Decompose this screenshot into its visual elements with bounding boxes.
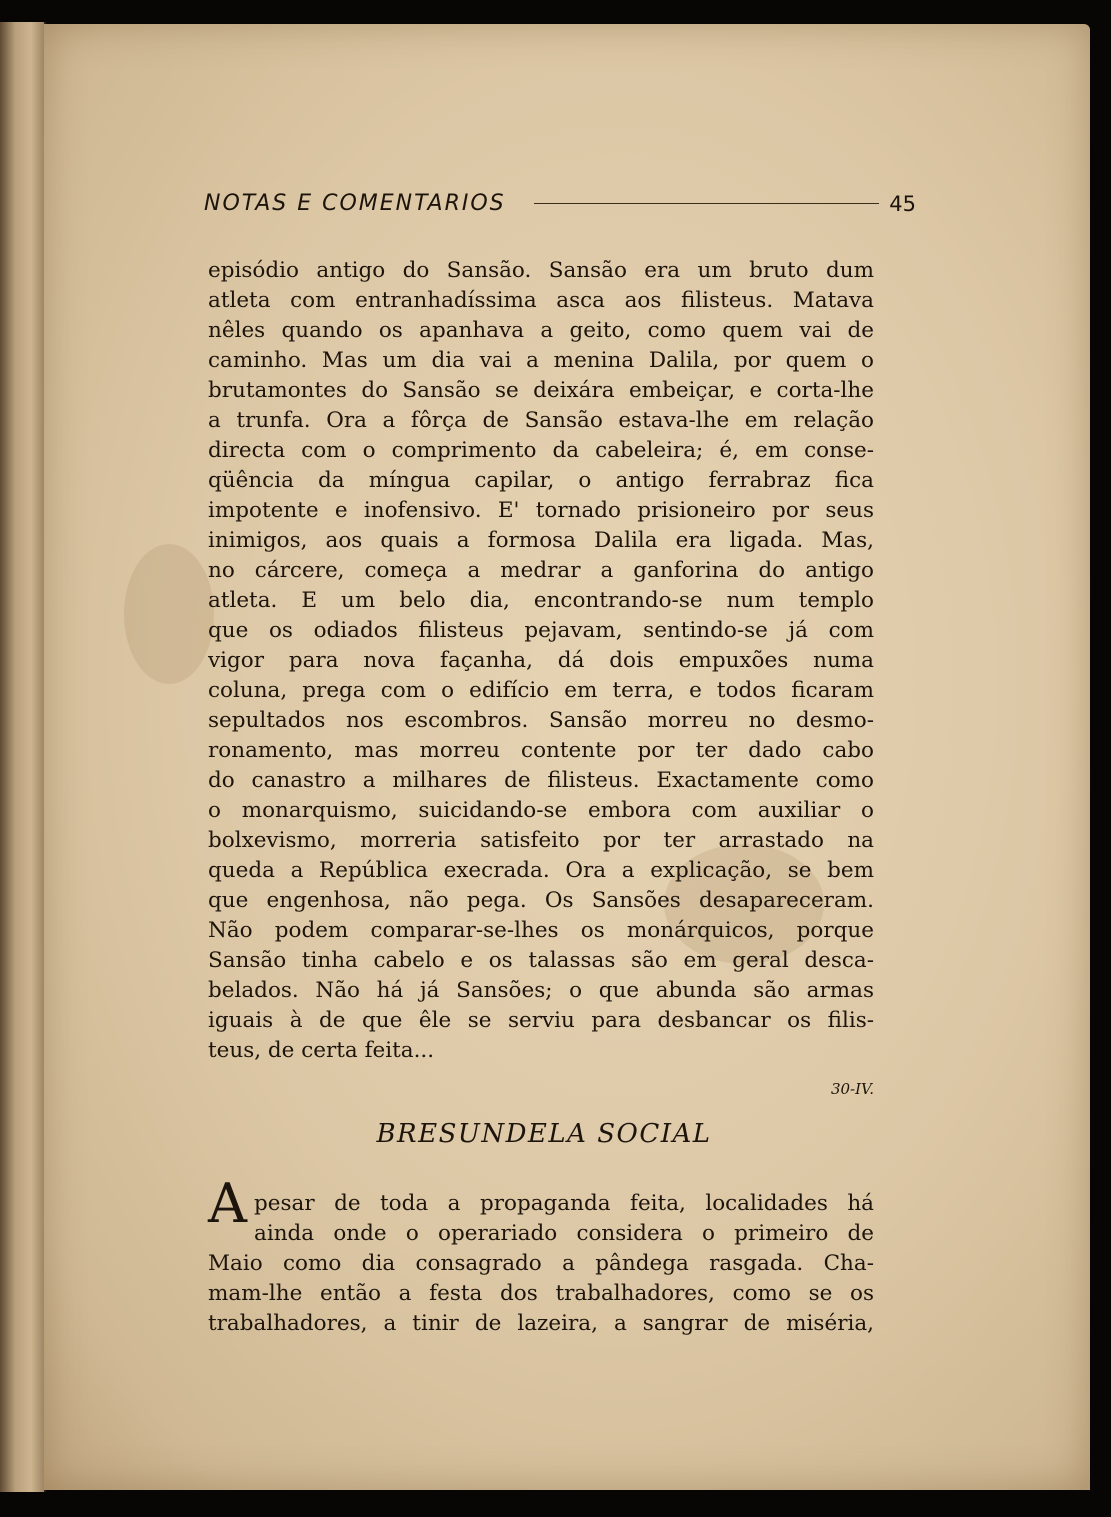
text-line: atleta. E um belo dia, encontrando-se num templo (208, 588, 874, 613)
text-line: atleta com entranhadíssima asca aos filisteus. Matava (208, 288, 874, 313)
text-line: o monarquismo, suicidando-se embora com auxiliar o (208, 798, 874, 823)
text-line: caminho. Mas um dia vai a menina Dalila, por quem o (208, 348, 874, 373)
section-title: NOTAS E COMENTARIOS (204, 191, 506, 216)
article-title: BRESUNDELA SOCIAL (376, 1119, 712, 1149)
text-line: impotente e inofensivo. E' tornado prisioneiro por seus (208, 498, 874, 523)
text-line: Não podem comparar-se-lhes os monárquicos, porque (208, 918, 874, 943)
text-line: coluna, prega com o edifício em terra, e todos ficaram (208, 678, 874, 703)
text-line: qüência da míngua capilar, o antigo ferrabraz fica (208, 468, 874, 493)
text-line: trabalhadores, a tinir de lazeira, a sangrar de miséria, (208, 1311, 874, 1336)
text-line: brutamontes do Sansão se deixára embeiçar, e corta-lhe (208, 378, 874, 403)
text-line: Maio como dia consagrado a pândega rasgada. Cha- (208, 1251, 874, 1276)
article-1-body (208, 256, 874, 1066)
text-line: directa com o comprimento da cabeleira; é, em conse- (208, 438, 874, 463)
article-date: 30-IV. (830, 1080, 874, 1098)
text-line: teus, de certa feita... (208, 1038, 435, 1063)
article-2-body (208, 1189, 874, 1339)
text-line: sepultados nos escombros. Sansão morreu no desmo- (208, 708, 874, 733)
header-rule (534, 203, 879, 204)
text-line: belados. Não há já Sansões; o que abunda são armas (208, 978, 874, 1003)
running-head (204, 190, 916, 218)
text-line: episódio antigo do Sansão. Sansão era um bruto dum (208, 258, 874, 283)
text-line: mam-lhe então a festa dos trabalhadores, como se os (208, 1281, 874, 1306)
text-line: Sansão tinha cabelo e os talassas são em geral desca- (208, 948, 874, 973)
text-line: no cárcere, começa a medrar a ganforina do antigo (208, 558, 874, 583)
text-line: ainda onde o operariado considera o primeiro de (254, 1221, 874, 1246)
paper-stain (124, 544, 214, 684)
book-page (44, 24, 1090, 1490)
text-line: do canastro a milhares de filisteus. Exactamente como (208, 768, 874, 793)
drop-cap: A (208, 1172, 247, 1235)
text-line: queda a República execrada. Ora a explicação, se bem (208, 858, 874, 883)
text-line: bolxevismo, morreria satisfeito por ter arrastado na (208, 828, 874, 853)
page-number: 45 (889, 192, 916, 216)
text-line: ronamento, mas morreu contente por ter dado cabo (208, 738, 874, 763)
text-line: que engenhosa, não pega. Os Sansões desapareceram. (208, 888, 874, 913)
text-line: vigor para nova façanha, dá dois empuxões numa (208, 648, 874, 673)
text-line: inimigos, aos quais a formosa Dalila era ligada. Mas, (208, 528, 874, 553)
text-line: que os odiados filisteus pejavam, sentindo-se já com (208, 618, 874, 643)
text-line: a trunfa. Ora a fôrça de Sansão estava-lhe em relação (208, 408, 874, 433)
text-line: nêles quando os apanhava a geito, como quem vai de (208, 318, 874, 343)
previous-page-edge (0, 22, 46, 1492)
text-line: iguais à de que êle se serviu para desbancar os filis- (208, 1008, 874, 1033)
text-line: pesar de toda a propaganda feita, localidades há (254, 1191, 874, 1216)
